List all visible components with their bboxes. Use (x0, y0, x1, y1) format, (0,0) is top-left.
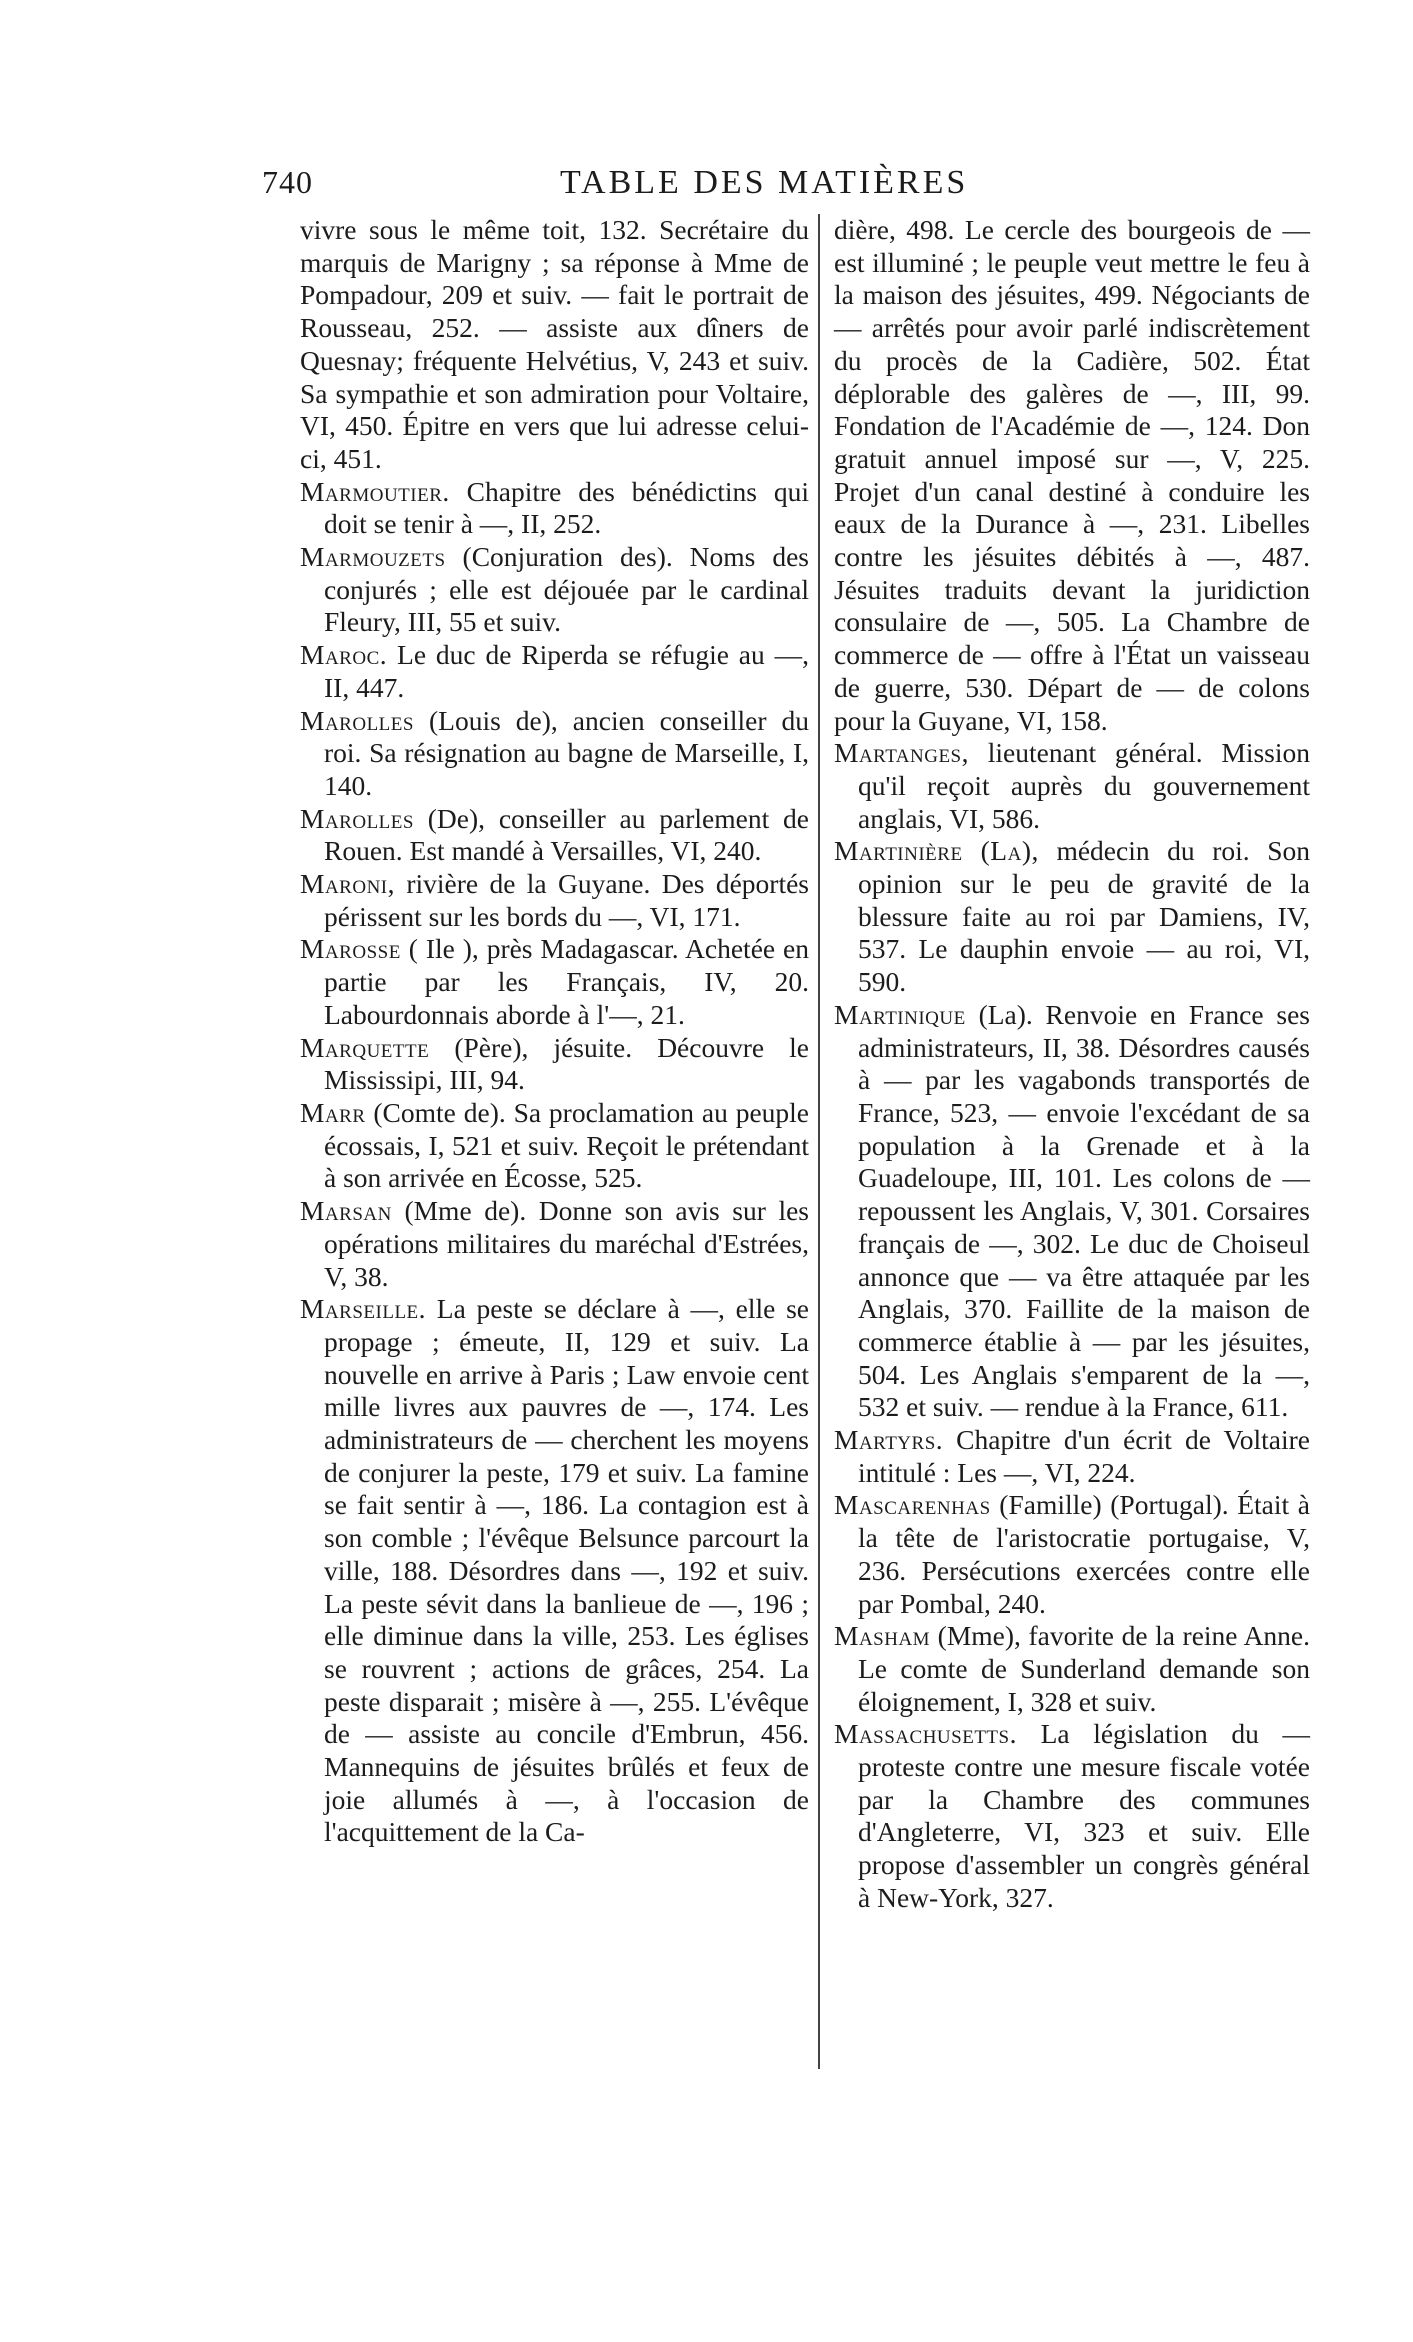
entry-text: Chapitre des bénédictins qui doit se tenir à —, II, 252. (324, 475, 810, 540)
entry-term: Martanges, (834, 737, 970, 769)
entry-term: Maroni, (300, 868, 395, 900)
entry-term: Marolles (300, 704, 414, 736)
index-entry (834, 835, 1310, 999)
entry-text: vivre sous le même toit, 132. Secrétaire du marquis de Marigny ; sa réponse à Mme de Pompadour, 209 et suiv. — fait le portrait de Rousseau, 252. — assiste aux dîners de Quesnay; fréquente Helvétius, V, 243 et suiv. Sa sympathie et son admiration pour Voltaire, VI, 450. Épitre en vers que lui adresse celui-ci, 451. (300, 214, 809, 474)
entry-term: Marquette (300, 1031, 430, 1063)
left-column (300, 214, 809, 1849)
entry-term: Massachusetts. (834, 1718, 1017, 1750)
entry-text: rivière de la Guyane. Des déportés périssent sur les bords du —, VI, 171. (324, 868, 810, 932)
entry-text: La peste se déclare à —, elle se propage ; émeute, II, 129 et suiv. La nouvelle en arrive à Paris ; Law envoie cent mille livres aux pauvres de —, 174. Les administrateurs de — cherchent les moyens de conjurer la peste, 179 et suiv. La famine se fait sentir à —, 186. La contagion est à son comble ; l'évêque Belsunce parcourt la ville, 188. Désordres dans —, 192 et suiv. La peste sévit dans la banlieue de —, 196 ; elle diminue dans la ville, 253. Les églises se rouvrent ; actions de grâces, 254. La peste disparait ; misère à —, 255. L'évêque de — assiste au concile d'Embrun, 456. Mannequins de jésuites brûlés et feux de joie allumés à —, à l'occasion de l'acquittement de la Ca- (324, 1293, 810, 1848)
index-entry (834, 1620, 1310, 1718)
entry-text: (Mme), favorite de la reine Anne. Le comte de Sunderland demande son éloignement, I, 328 et suiv. (858, 1620, 1311, 1717)
index-entry (300, 705, 809, 803)
entry-term: Marmouzets (300, 541, 446, 573)
entry-term: Marr (300, 1096, 366, 1128)
page-number: 740 (262, 164, 313, 200)
index-entry (300, 1195, 809, 1293)
index-entry (834, 1718, 1310, 1914)
index-entry (300, 541, 809, 639)
index-entry (834, 214, 1310, 737)
entry-text: lieutenant général. Mission qu'il reçoit auprès du gouvernement anglais, VI, 586. (858, 737, 1311, 834)
entry-text: (Famille) (Portugal). Était à la tête de l'aristocratie portugaise, V, 236. Persécutions exercées contre elle par Pombal, 240. (858, 1489, 1310, 1619)
entry-text: (De), conseiller au parlement de Rouen. Est mandé à Versailles, VI, 240. (324, 802, 810, 867)
entry-term: Marsan (300, 1195, 392, 1227)
entry-text: Chapitre d'un écrit de Voltaire intitulé : Les —, VI, 224. (858, 1424, 1310, 1488)
entry-term: Maroc. (300, 639, 388, 671)
entry-text: (La). Renvoie en France ses administrateurs, II, 38. Désordres causés à — par les vagabonds transportés de France, 523, — envoie l'excédant de sa population à la Grenade et à la Guadeloupe, III, 101. Les colons de — repoussent les Anglais, V, 301. Corsaires français de —, 302. Le duc de Choiseul annonce que — va être attaquée par les Anglais, 370. Faillite de la maison de commerce établie à — par les jésuites, 504. Les Anglais s'emparent de la —, 532 et suiv. — rendue à la France, 611. (858, 998, 1310, 1423)
entry-text: (Mme de). Donne son avis sur les opérations militaires du maréchal d'Estrées, V, 38. (324, 1195, 810, 1292)
index-entry (300, 639, 809, 704)
entry-text: (Louis de), ancien conseiller du roi. Sa résignation au bagne de Marseille, I, 140. (324, 704, 810, 801)
index-entry (300, 476, 809, 541)
index-entry (300, 933, 809, 1031)
index-entry (300, 803, 809, 868)
right-column (834, 214, 1310, 1915)
running-title: TABLE DES MATIÈRES (560, 164, 969, 201)
entry-text: Le duc de Riperda se réfugie au —, II, 447. (324, 639, 810, 703)
entry-term: Marmoutier. (300, 475, 450, 507)
index-entry (834, 999, 1310, 1424)
entry-text: dière, 498. Le cercle des bourgeois de — est illuminé ; le peuple veut mettre le feu à la maison des jésuites, 499. Négociants de — arrêtés pour avoir parlé indiscrètement du procès de la Cadière, 502. État déplorable des galères de —, III, 99. Fondation de l'Académie de —, 124. Don gratuit annuel imposé sur —, V, 225. Projet d'un canal destiné à conduire les eaux de la Durance à —, 231. Libelles contre les jésuites débités à —, 487. Jésuites traduits devant la juridiction consulaire de —, 505. La Chambre de commerce de — offre à l'État un vaisseau de guerre, 530. Départ de — de colons pour la Guyane, VI, 158. (834, 214, 1310, 736)
entry-text: ( Ile ), près Madagascar. Achetée en partie par les Français, IV, 20. Labourdonnais aborde à l'—, 21. (324, 933, 809, 1030)
entry-term: Martinique (834, 998, 966, 1030)
entry-term: Marolles (300, 802, 414, 834)
entry-text: (Père), jésuite. Découvre le Mississipi, III, 94. (324, 1031, 810, 1096)
index-entry (834, 737, 1310, 835)
index-entry (300, 214, 809, 476)
column-divider (818, 214, 820, 2069)
entry-term: Marosse (300, 933, 401, 965)
entry-text: (Comte de). Sa proclamation au peuple écossais, I, 521 et suiv. Reçoit le prétendant à son arrivée en Écosse, 525. (324, 1096, 809, 1194)
index-entry (834, 1424, 1310, 1489)
entry-term: Martyrs. (834, 1424, 944, 1456)
entry-term: Masham (834, 1620, 931, 1652)
index-entry (300, 1032, 809, 1097)
index-entry (834, 1489, 1310, 1620)
entry-text: médecin du roi. Son opinion sur le peu de gravité de la blessure faite au roi par Damiens, IV, 537. Le dauphin envoie — au roi, VI, 590. (858, 835, 1311, 998)
entry-term: Martinière (La), (834, 835, 1039, 867)
entry-text: La législation du — proteste contre une mesure fiscale votée par la Chambre des communes d'Angleterre, VI, 323 et suiv. Elle propose d'assembler un congrès général à New-York, 327. (858, 1718, 1310, 1913)
index-entry (300, 868, 809, 933)
index-entry (300, 1097, 809, 1195)
index-entry (300, 1293, 809, 1849)
entry-text: (Conjuration des). Noms des conjurés ; elle est déjouée par le cardinal Fleury, III, 55 et suiv. (324, 541, 810, 638)
entry-term: Mascarenhas (834, 1489, 991, 1521)
entry-term: Marseille. (300, 1293, 427, 1325)
